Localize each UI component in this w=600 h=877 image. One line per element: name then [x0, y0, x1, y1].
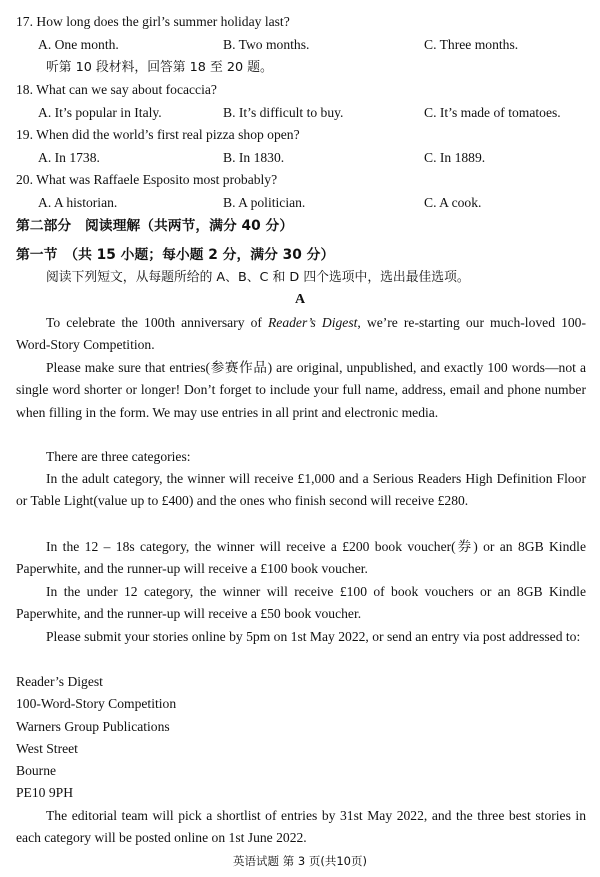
passage-label: A [294, 292, 306, 307]
page-footer: 英语试题 第 3 页(共10页) [233, 854, 367, 868]
option-b: B. In 1830. [223, 150, 285, 165]
section-heading [16, 245, 334, 265]
option-a: A. In 1738. [38, 150, 100, 165]
paragraph-2 [16, 357, 586, 424]
question-number: 17. [16, 14, 33, 29]
question-text: How long does the girl’s summer holiday last? [36, 14, 290, 29]
address-line: Bourne [16, 763, 57, 779]
p1-text-a: To celebrate the 100th anniversary of [46, 315, 268, 330]
address-line: Warners Group Publications [16, 718, 170, 734]
paragraph-4 [16, 468, 586, 513]
option-b: B. A politician. [223, 195, 306, 210]
option-b: B. It’s difficult to buy. [223, 105, 344, 120]
question-20 [16, 170, 277, 190]
p1-text-b: , we’re re-starting our much-loved 100-Word-Story Competition. [16, 315, 586, 353]
option-c: C. In 1889. [424, 150, 486, 165]
p7-text: Please submit your stories online by 5pm on 1st May 2022, or send an entry via post addressed to: [46, 629, 581, 644]
option-a: A. It’s popular in Italy. [38, 105, 162, 120]
paragraph-7 [16, 626, 586, 648]
instructions: 阅读下列短文，从每题所给的 A、B、C 和 D 四个选项中，选出最佳选项。 [46, 270, 470, 285]
p3-text: There are three categories: [46, 449, 191, 464]
question-number: 20. [16, 172, 33, 187]
question-text: What can we say about focaccia? [36, 82, 217, 97]
option-c: C. It’s made of tomatoes. [424, 105, 561, 120]
question-number: 19. [16, 127, 33, 142]
paragraph-1 [16, 312, 586, 357]
p5-text: In the 12 – 18s category, the winner will receive a £200 book voucher(券) or an 8GB Kindle Paperwhite, and the runner-up will receive a £100 book voucher. [16, 539, 586, 577]
option-a: A. A historian. [38, 195, 118, 210]
address-line: Reader’s Digest [16, 674, 103, 689]
p6-text: In the under 12 category, the winner will receive £100 of book vouchers or an 8GB Kindle Paperwhite, and the runner-up will receive a £50 book voucher. [16, 584, 586, 622]
question-19 [16, 125, 300, 145]
address-line: PE10 9PH [16, 785, 74, 801]
option-c: C. A cook. [424, 195, 482, 210]
question-17 [16, 12, 290, 32]
p8-text: The editorial team will pick a shortlist of entries by 31st May 2022, and the three best stories in each category will be posted online on 1st June 2022. [16, 808, 586, 846]
question-number: 18. [16, 82, 33, 97]
p2-text: Please make sure that entries(参赛作品) are original, unpublished, and exactly 100 words—not a single word shorter or longer! Don’t forget to include your full name, address, email and phone number when filling in the form. We may use entries in all print and electronic media. [16, 360, 586, 420]
postal-address [16, 671, 176, 805]
address-line: West Street [16, 740, 78, 756]
address-line: 100-Word-Story Competition [16, 696, 177, 712]
paragraph-8 [16, 805, 586, 850]
paragraph-6 [16, 581, 586, 626]
magazine-title: Reader’s Digest [268, 315, 358, 330]
option-b: B. Two months. [223, 37, 310, 52]
paragraph-3 [16, 446, 586, 468]
option-a: A. One month. [38, 37, 119, 52]
paragraph-5 [16, 536, 586, 581]
option-c: C. Three months. [424, 37, 519, 52]
listening-note: 听第 10 段材料，回答第 18 至 20 题。 [46, 60, 273, 75]
section-heading-text: 第一节 （共 15 小题；每小题 2 分，满分 30 分） [16, 247, 335, 263]
p4-text: In the adult category, the winner will receive £1,000 and a Serious Readers High Definition Floor or Table Light(value up to £400) and the ones who finish second will receive £280. [16, 471, 586, 509]
question-text: What was Raffaele Esposito most probably? [36, 172, 278, 187]
part-heading: 第二部分 阅读理解（共两节，满分 40 分） [16, 218, 294, 234]
question-text: When did the world’s first real pizza shop open? [36, 127, 300, 142]
question-18 [16, 80, 217, 100]
